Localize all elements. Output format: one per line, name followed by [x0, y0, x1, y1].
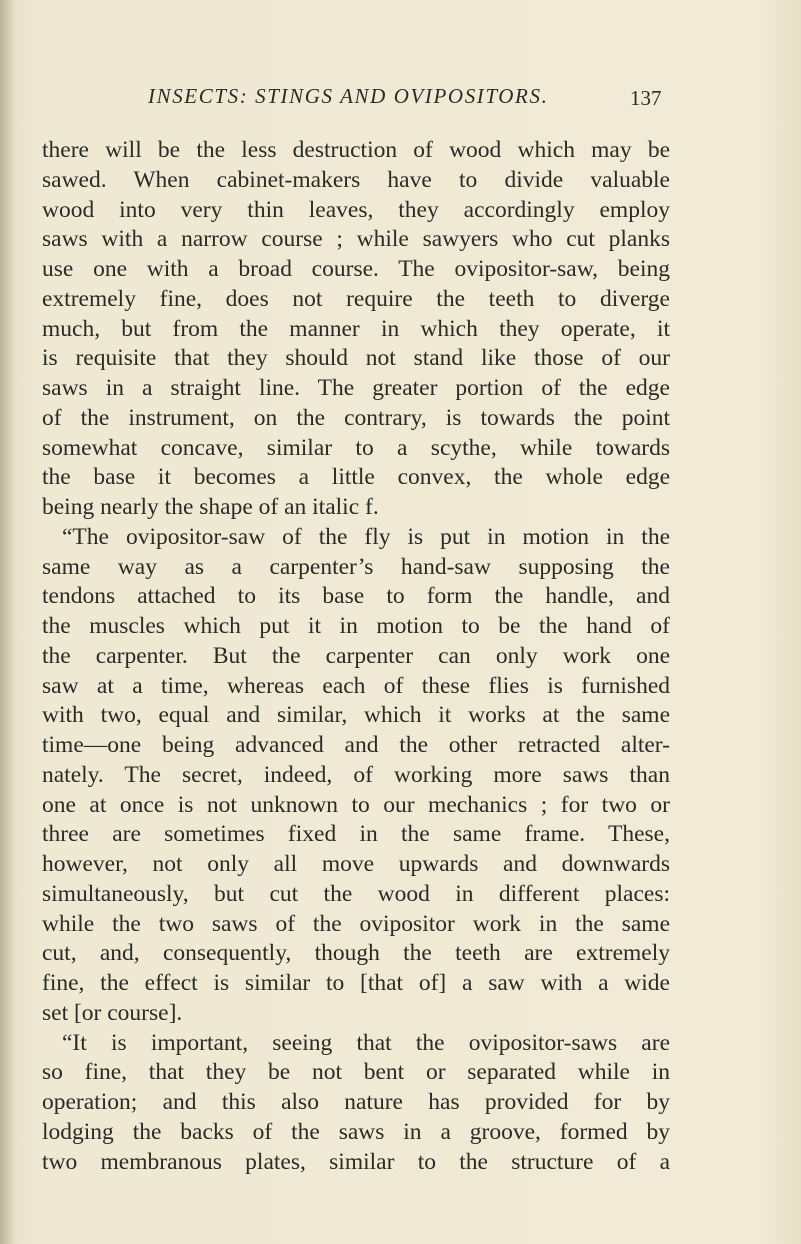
text-line: tendons attached to its base to form the handle, and [42, 583, 670, 610]
text-line: the base it becomes a little convex, the whole edge [42, 464, 670, 491]
text-line: same way as a carpenter’s hand-saw supposing the [42, 553, 670, 580]
text-line: wood into very thin leaves, they accordingly employ [42, 196, 670, 223]
text-line: somewhat concave, similar to a scythe, while towards [42, 434, 670, 461]
text-line: “It is important, seeing that the ovipositor-saws are [62, 1029, 670, 1056]
text-line: cut, and, consequently, though the teeth are extremely [42, 940, 670, 967]
body-text [42, 136, 670, 1177]
text-line: use one with a broad course. The ovipositor-saw, being [42, 256, 670, 282]
text-line: simultaneously, but cut the wood in different places: [42, 880, 670, 907]
text-line: time—one being advanced and the other retracted alter- [42, 732, 670, 758]
running-head: INSECTS: STINGS AND OVIPOSITORS. [148, 84, 549, 108]
text-line: however, not only all move upwards and downwards [42, 851, 670, 877]
page-number: 137 [630, 86, 662, 110]
text-line: of the instrument, on the contrary, is towards the point [42, 404, 670, 431]
gutter-shadow [0, 0, 14, 1244]
text-line: set [or course]. [42, 999, 183, 1026]
text-line: is requisite that they should not stand like those of our [42, 345, 670, 372]
text-line: extremely fine, does not require the teeth to diverge [42, 285, 670, 312]
text-line: fine, the effect is similar to [that of] a saw with a wide [42, 970, 670, 996]
text-line: much, but from the manner in which they operate, it [42, 315, 670, 342]
text-line: there will be the less destruction of wood which may be [42, 137, 670, 163]
text-line: three are sometimes fixed in the same frame. These, [42, 821, 670, 848]
text-line: while the two saws of the ovipositor work in the same [42, 910, 670, 937]
text-line: one at once is not unknown to our mechanics ; for two or [42, 791, 670, 818]
text-line: “The ovipositor-saw of the fly is put in motion in the [62, 523, 670, 550]
text-line: saws in a straight line. The greater portion of the edge [42, 375, 670, 401]
text-line: saw at a time, whereas each of these flies is furnished [42, 672, 670, 699]
text-line: the muscles which put it in motion to be the hand of [42, 613, 670, 639]
text-line: so fine, that they be not bent or separated while in [42, 1059, 670, 1086]
text-line: two membranous plates, similar to the structure of a [42, 1148, 670, 1175]
text-line: sawed. When cabinet-makers have to divide valuable [42, 166, 670, 193]
text-line: nately. The secret, indeed, of working more saws than [42, 761, 670, 788]
text-line: lodging the backs of the saws in a groove, formed by [42, 1118, 670, 1145]
text-line: operation; and this also nature has provided for by [42, 1089, 670, 1115]
text-line: the carpenter. But the carpenter can only work one [42, 642, 670, 669]
text-line: saws with a narrow course ; while sawyers who cut planks [42, 226, 670, 253]
text-line: being nearly the shape of an italic f. [42, 494, 379, 520]
text-line: with two, equal and similar, which it works at the same [42, 702, 670, 729]
